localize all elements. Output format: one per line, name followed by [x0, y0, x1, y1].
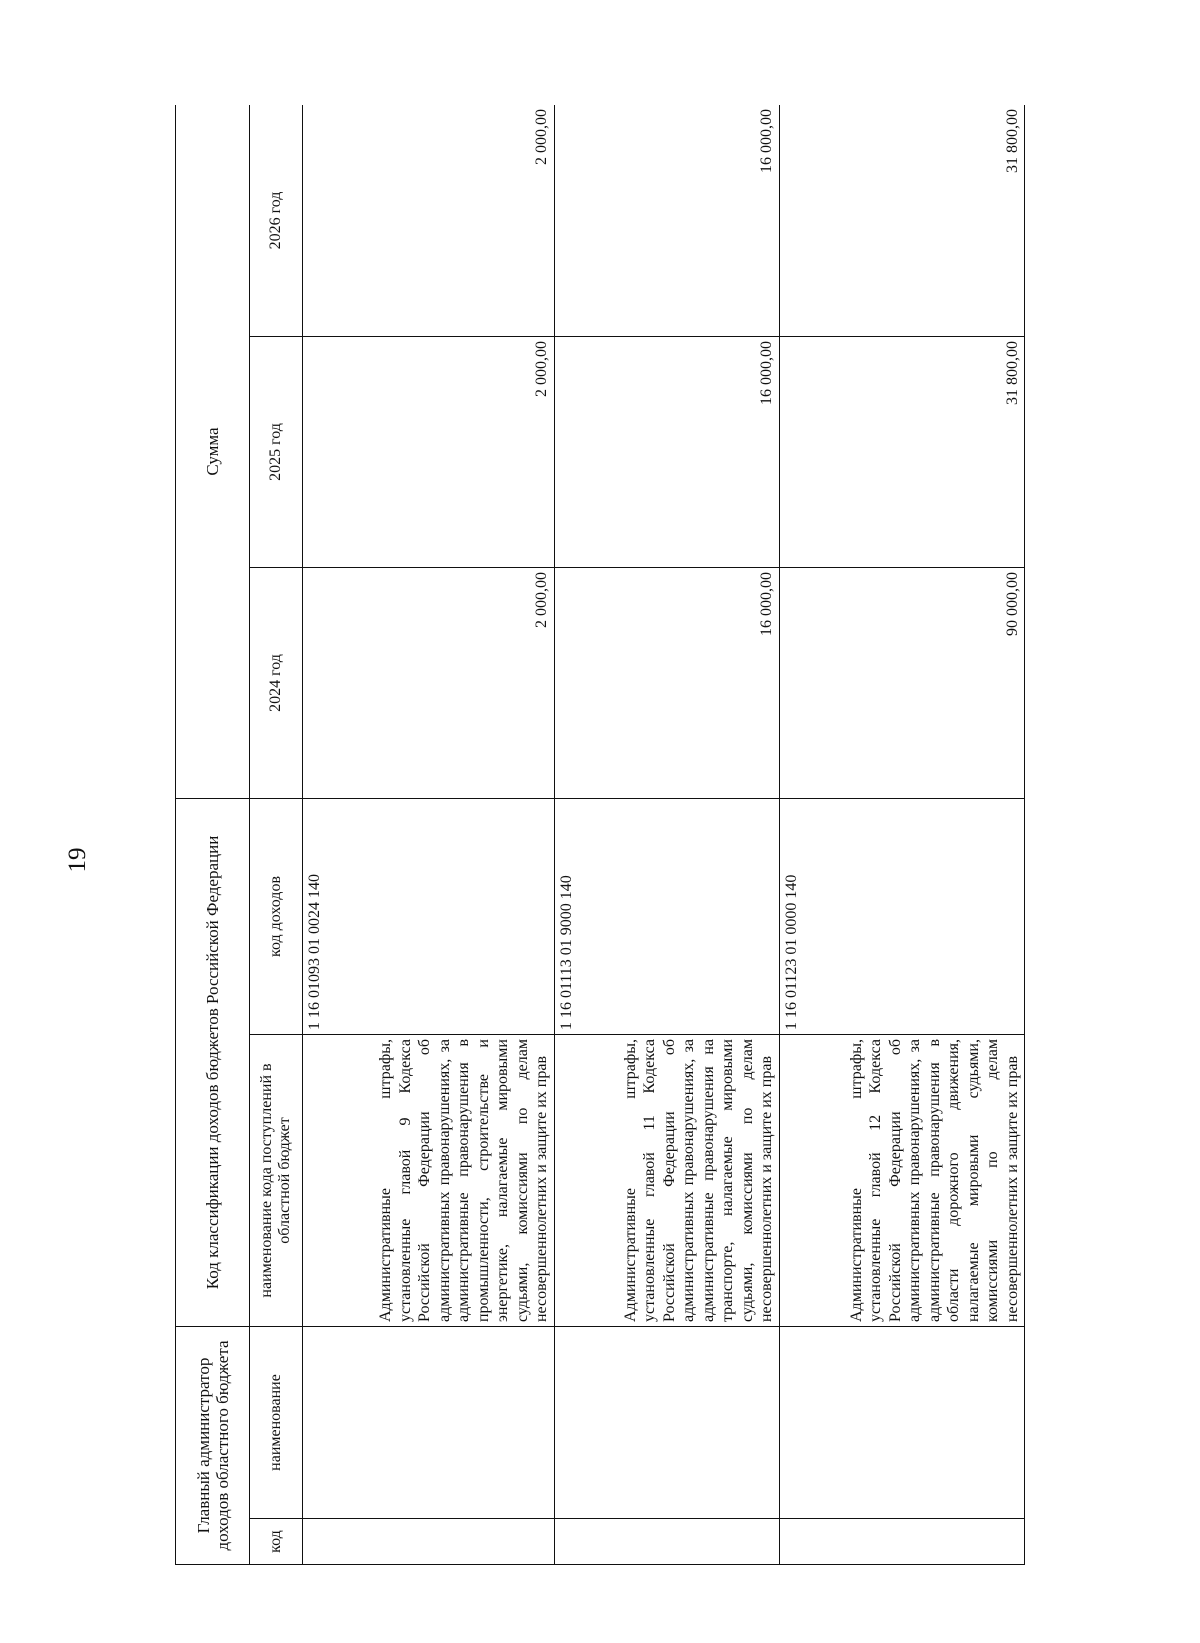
sum-2024-cell: 16 000,00: [554, 567, 779, 798]
income-name-header: наименование кода поступлений в областной бюджет: [250, 1035, 303, 1327]
income-description-cell: Административные штрафы, установленные главой 11 Кодекса Российской Федерации об административных правонарушениях, за административные правонарушения на транспорте, налагаемые мировыми судьями, комиссиями по делам несовершеннолетних и защите их прав: [554, 1035, 779, 1327]
admin-name-header: наименование: [250, 1327, 303, 1519]
year-2024-header: 2024 год: [250, 567, 303, 798]
admin-code-cell: [554, 1519, 779, 1565]
header-row-top: [176, 105, 250, 1565]
admin-code-header: код: [250, 1519, 303, 1565]
classification-group-header: Код классификации доходов бюджетов Российской Федерации: [176, 798, 250, 1326]
admin-group-header: Главный администратор доходов областного бюджета: [176, 1327, 250, 1565]
page-number: 19: [64, 847, 91, 873]
sum-2025-cell: 2 000,00: [303, 336, 555, 567]
admin-name-cell: [554, 1327, 779, 1519]
header-row-sub: [250, 105, 303, 1565]
sum-2026-cell: 2 000,00: [303, 105, 555, 336]
year-2025-header: 2025 год: [250, 336, 303, 567]
table-frame: [175, 105, 1025, 1565]
income-code-cell: 1 16 01093 01 0024 140: [303, 798, 555, 1034]
revenue-table: [175, 105, 1025, 1565]
table-row: [303, 105, 555, 1565]
rotated-table-container: [175, 105, 1025, 1565]
sum-2024-cell: 2 000,00: [303, 567, 555, 798]
year-2026-header: 2026 год: [250, 105, 303, 336]
income-code-cell: 1 16 01113 01 9000 140: [554, 798, 779, 1034]
sum-group-header: Сумма: [176, 105, 250, 798]
income-description-cell: Административные штрафы, установленные главой 9 Кодекса Российской Федерации об административных правонарушениях, за административные правонарушения в промышленности, строительстве и энергетике, налагаемые мировыми судьями, комиссиями по делам несовершеннолетних и защите их прав: [303, 1035, 555, 1327]
admin-name-cell: [303, 1327, 555, 1519]
admin-code-cell: [303, 1519, 555, 1565]
admin-code-cell: [779, 1519, 1024, 1565]
income-description-cell: Административные штрафы, установленные главой 12 Кодекса Российской Федерации об административных правонарушениях, за административные правонарушения в области дорожного движения, налагаемые мировыми судьями, комиссиями по делам несовершеннолетних и защите их прав: [779, 1035, 1024, 1327]
income-code-header: код доходов: [250, 798, 303, 1034]
admin-name-cell: [779, 1327, 1024, 1519]
sum-2026-cell: 16 000,00: [554, 105, 779, 336]
table-row: [779, 105, 1024, 1565]
sum-2025-cell: 31 800,00: [779, 336, 1024, 567]
table-row: [554, 105, 779, 1565]
income-code-cell: 1 16 01123 01 0000 140: [779, 798, 1024, 1034]
sum-2026-cell: 31 800,00: [779, 105, 1024, 336]
sum-2024-cell: 90 000,00: [779, 567, 1024, 798]
sum-2025-cell: 16 000,00: [554, 336, 779, 567]
